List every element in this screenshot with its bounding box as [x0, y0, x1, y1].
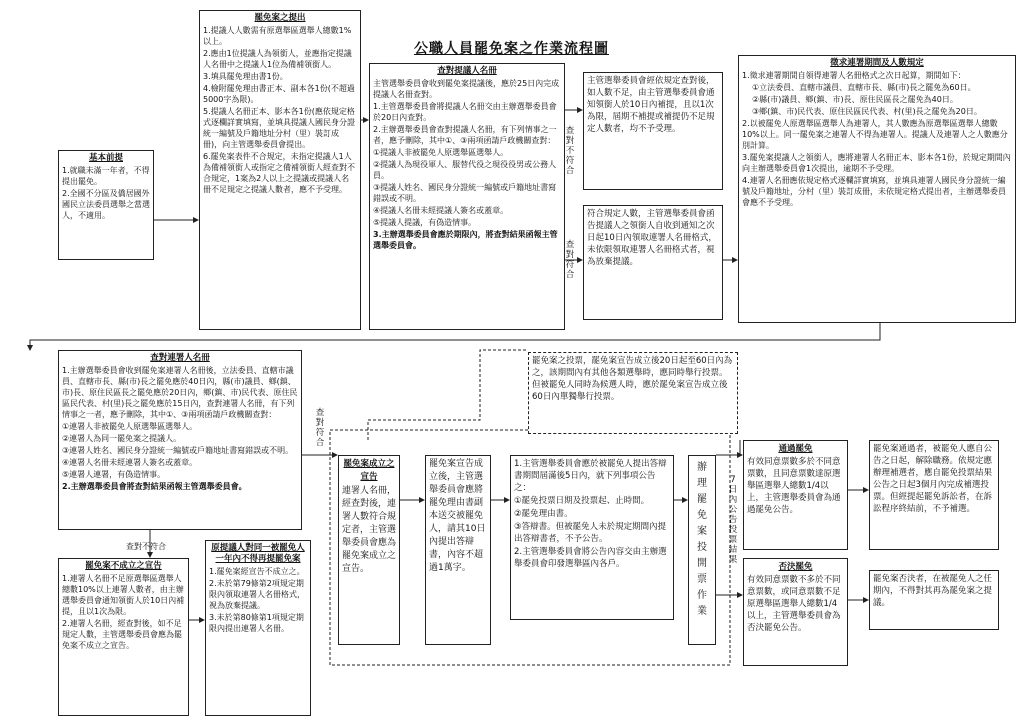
- list-item: ①提議人非被罷免人原選舉區選舉人。: [373, 148, 509, 157]
- not-established-box: [58, 558, 189, 716]
- label-vote-result: 7日內公告投票結果: [728, 475, 738, 565]
- list-item: 1.主管選舉委員會將提議人名冊交由主辦選舉委員會於20日內查對。: [373, 102, 557, 122]
- list-item: 1.連署人名冊不足原選舉區選舉人總數10%以上連署人數者，由主辦選舉委員會通知領銜人於10日內補提，且以1次為限。: [62, 574, 185, 616]
- label-check-fail-1: 查對不符合: [565, 126, 575, 176]
- petition-period-title: 徵求連署期間及人數規定: [830, 58, 924, 68]
- list-item: ③鄉(鎮、市)民代表、原住民區民代表、村(里)長之罷免為20日。: [752, 107, 982, 116]
- list-item: ③答辯書。但被罷免人未於規定期間內提出答辯書者，不予公告。: [514, 522, 667, 544]
- passed-box: [743, 440, 848, 550]
- vote-timing-text: 罷免案之投票，罷免案宣告成立後20日起至60日內為之，該期間內有其他各類選舉時，應同時舉行投票。但被罷免人同時為候選人時，應於罷免案宣告成立後60日內單獨舉行投票。: [532, 356, 733, 402]
- rejected-title: 否決罷免: [778, 562, 813, 572]
- gazette-box: [510, 455, 674, 620]
- list-item: 2.全國不分區及僑居國外國民立法委員選舉之當選人，不適用。: [62, 189, 150, 220]
- label-check-fail-2: 查對不符合: [126, 542, 166, 551]
- list-item: 1.就職未滿一年者，不得提出罷免。: [62, 166, 150, 186]
- check-petitioners-box: [58, 350, 302, 530]
- list-item: 1.主辦選舉委員會收到罷免案連署人名冊後，立法委員、直轄市議員、直轄市長、縣(市)長之罷免應於40日內，縣(市)議員、鄉(鎮、市)長、原住民區長之罷免應於20日內，鄉(鎮、市)民代表、原住民區民代表、村(里)長之罷免應於15日內，查對連署人名冊，有下列情事之一者，應予刪除，其中①、③兩項函請戶政機關查對：: [62, 366, 298, 419]
- basic-premise-box: [58, 150, 154, 260]
- defense-text: 罷免案宣告成立後，主管選舉委員會應將罷免理由書副本送交被罷免人，請其10日內提出答辯書，內容不超過1萬字。: [429, 459, 486, 573]
- list-item: 2.未於第79條第2項規定期限內領取連署人名冊格式，視為放棄提議。: [209, 579, 305, 610]
- list-item: ②罷免理由書。: [514, 509, 573, 519]
- list-item: ③提議人姓名、國民身分證統一編號或戶籍地址書寫錯誤或不明。: [373, 183, 557, 203]
- passed-text: 有效同意票數多於不同意票數，且同意票數達原選舉區選舉人總數1/4以上，主管選舉委員會為通過罷免公告。: [747, 457, 841, 515]
- list-item: ②提議人為現役軍人、服替代役之現役役男或公務人員。: [373, 160, 557, 180]
- supplement-box: [583, 72, 723, 190]
- list-item: ⑤提議人提議，有偽造情事。: [373, 218, 477, 227]
- list-item: 4.連署人名冊應依規定格式逐欄詳實填寫，並填具連署人國民身分證統一編號及戶籍地址，分村（里）裝訂成冊，未依規定格式提出者，主辦選舉委員會應不予受理。: [742, 176, 1006, 207]
- defense-box: [425, 455, 491, 645]
- check-petitioners-title: 查對連署人名冊: [150, 353, 210, 363]
- list-item: 2.主管選舉委員會將公告內容交由主辦選舉委員會印發選舉區內各戶。: [514, 547, 667, 569]
- no-repropose-box: [205, 540, 311, 716]
- vote-operation-box: [688, 455, 716, 645]
- proposal-title: 罷免案之提出: [254, 13, 306, 23]
- list-item: 2.連署人名冊，經查對後，如不足規定人數，主管選舉委員會應為罷免案不成立之宣告。: [62, 619, 182, 650]
- list-item: 2.主辦選舉委員會查對提議人名冊，有下列情事之一者，應予刪除，其中①、③兩項函請戶政機關查對：: [373, 125, 557, 145]
- label-check-pass-1: 查對符合: [565, 240, 575, 280]
- list-item: 2.以被罷免人原選舉區選舉人為連署人，其人數應為原選舉區選舉人總數10%以上。同一罷免案之連署人不得為連署人。提議人及連署人之人數應分別計算。: [742, 119, 1008, 150]
- check-proposers-title: 查對提議人名冊: [437, 66, 497, 76]
- list-item: 2.主辦選舉委員會將查對結果函報主管選舉委員會。: [62, 482, 247, 491]
- list-item: 1.主管選舉委員會應於被罷免人提出答辯書期間屆滿後5日內，就下列事項公告之：: [514, 459, 667, 493]
- arrow-vote-to-passed: [716, 440, 740, 455]
- rejected-box: [743, 558, 848, 666]
- list-item: ④提議人名冊未經提議人簽名或蓋章。: [373, 206, 509, 215]
- no-repropose-title: 原提議人對同一被罷免人一年內不得再提罷免案: [211, 543, 305, 564]
- rejected-result-text: 罷免案否決者，在被罷免人之任期內，不得對其再為罷免案之提議。: [873, 574, 993, 608]
- check-proposers-box: [369, 63, 565, 330]
- list-item: 2.應由1位提議人為領銜人，並應指定提議人名冊中之提議人1位為備補領銜人。: [203, 49, 352, 69]
- list-item: 1.罷免案經宣告不成立之。: [209, 567, 305, 576]
- vote-operation-text: 辦理罷免案投開票作業: [697, 462, 707, 617]
- list-item: ①罷免投票日期及投票起、止時間。: [514, 496, 650, 506]
- list-item: ②縣(市)議員、鄉(鎮、市)長、原住民區長之罷免為40日。: [752, 95, 958, 104]
- vote-timing-notice: [528, 352, 738, 434]
- list-item: 4.檢附罷免理由書正本、副本各1份(不超過5000字為限)。: [203, 84, 355, 104]
- rejected-text: 有效同意票數不多於不同意票數，或同意票數不足原選舉區選舉人總數1/4以上，主管選舉委員會為否決罷免公告。: [747, 575, 841, 633]
- list-item: 5.提議人名冊正本、影本各1份(應依規定格式逐欄詳實填寫，並填具提議人國民身分證統一編號及戶籍地址分村（里）裝訂成冊)，向主管選舉委員會提出。: [203, 107, 355, 149]
- rejected-result-box: [869, 570, 999, 630]
- label-check-pass-2: 查對符合: [315, 408, 325, 448]
- list-item: ①立法委員、直轄市議員、直轄市長、縣(市)長之罷免為60日。: [752, 83, 976, 92]
- list-item: 3.未於第80條第1項規定期限內提出連署人名冊。: [209, 613, 304, 633]
- proposal-box: [199, 10, 361, 330]
- announce-title: 罷免案成立之宣告: [343, 459, 395, 482]
- collect-forms-box: [583, 205, 723, 320]
- list-item: 6.罷免案表件不合規定，未指定提議人1人為備補領銜人或指定之備補領銜人經查對不合規定，1案為2人以上之提議或提議人名冊不足規定之提議人數者，應不予受理。: [203, 152, 355, 194]
- announce-text: 連署人名冊，經查對後，連署人數符合規定者，主管選舉委員會應為罷免案成立之宣告。: [342, 486, 397, 574]
- not-established-title: 罷免案不成立之宣告: [85, 561, 162, 571]
- list-item: 3.主辦選舉委員會應於期限內，將查對結果函報主管選舉委員會。: [373, 230, 558, 250]
- collect-forms-text: 符合規定人數，主管選舉委員會函告提議人之領銜人自收到通知之次日起10日內領取連署人名冊格式，未依限領取連署人名冊格式者，視為放棄提議。: [587, 209, 717, 267]
- list-item: 1.提議人人數需有原選舉區選舉人總數1%以上。: [203, 26, 352, 46]
- passed-result-box: [869, 440, 999, 550]
- list-item: 3.填具罷免理由書1份。: [203, 72, 288, 81]
- page-title: 公職人員罷免案之作業流程圖: [414, 41, 609, 57]
- list-item: ①連署人非被罷免人原選舉區選舉人。: [62, 422, 198, 431]
- list-item: ②連署人為同一罷免案之提議人。: [62, 434, 182, 443]
- list-item: 主管選舉委員會收到罷免案提議後，應於25日內完成提議人名冊查對。: [373, 79, 560, 99]
- list-item: ⑤連署人連署，有偽造情事。: [62, 470, 166, 479]
- announce-box: [338, 455, 400, 645]
- dashed-to-notice: [368, 350, 528, 440]
- petition-period-box: [738, 55, 1016, 323]
- list-item: ④連署人名冊未經連署人簽名或蓋章。: [62, 458, 198, 467]
- list-item: 3.罷免案提議人之領銜人，應將連署人名冊正本、影本各1份，於規定期間內向主辦選舉委員會1次提出，逾期不予受理。: [742, 153, 1011, 173]
- list-item: 1.徵求連署期間自領得連署人名冊格式之次日起算，期間如下：: [742, 71, 966, 80]
- list-item: ③連署人姓名、國民身分證統一編號或戶籍地址書寫錯誤或不明。: [62, 446, 294, 455]
- basic-premise-title: 基本前提: [88, 153, 123, 163]
- supplement-text: 主管選舉委員會經依規定查對後，如人數不足，由主管選舉委員會通知領銜人於10日內補提，且以1次為限，屆期不補提或補提仍不足規定人數者，均不予受理。: [587, 76, 715, 134]
- passed-title: 通過罷免: [778, 444, 813, 454]
- passed-result-text: 罷免案通過者，被罷免人應自公告之日起，解除職務。依規定應辦理補選者，應自罷免投票結果公告之日起3個月內完成補選投票。但經提起罷免訴訟者，在訴訟程序終結前，不予補選。: [873, 444, 993, 514]
